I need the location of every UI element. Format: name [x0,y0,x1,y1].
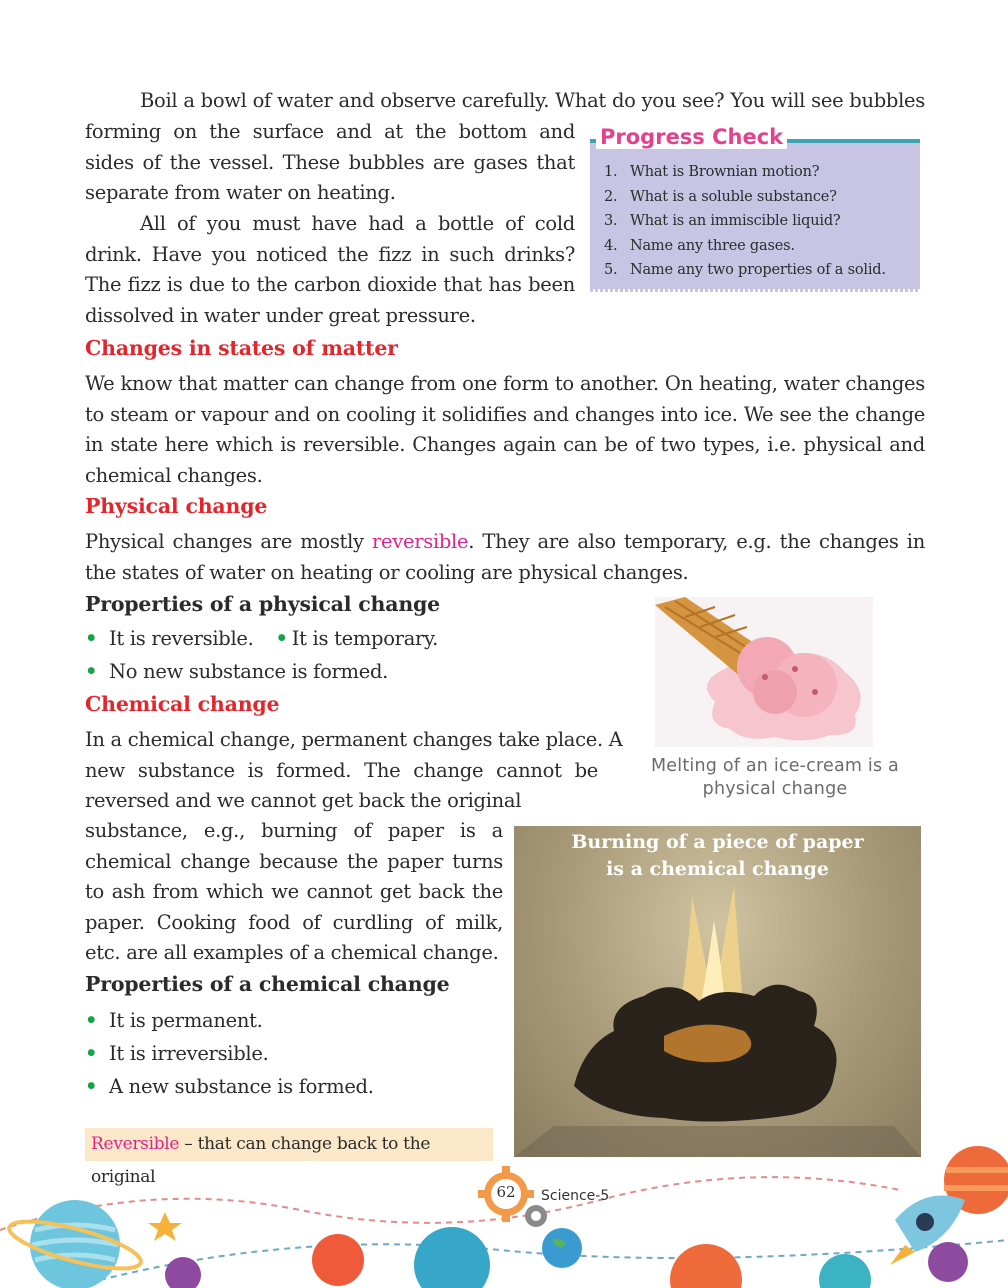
star-icon [148,1212,182,1241]
chemical-change-heading: Chemical change [85,692,280,716]
list-item: • A new substance is formed. [85,1075,374,1098]
cold-drink-paragraph: All of you must have had a bottle of cold drink. Have you noticed the fizz in such drinks? The fizz is due to the carbon dioxide that has been dissolved in water under great pressure. [85,212,575,327]
changes-paragraph: We know that matter can change from one form to another. On heating, water changes to steam or vapour and on cooling it solidifies and changes into ice. We see the change in state here which is reversible. Changes again can be of two types, i.e. physical and chemical changes. [85,372,925,487]
orange-planet-icon [670,1244,742,1288]
progress-check-title: Progress Check [596,125,787,149]
progress-check-list [604,160,886,283]
physical-change-paragraph: Physical changes are mostly reversible. They are also temporary, e.g. the changes in the states of water on heating or cooling are physical changes. [85,530,925,584]
ice-cream-image [655,597,873,747]
page-number: 62 [496,1183,516,1201]
chemical-line-2: new substance is formed. The change cannot be [85,759,598,782]
intro-line-1 [85,86,925,117]
glossary-definition: – that can change back to the original [91,1134,431,1187]
list-item: • It is permanent. [85,1009,263,1032]
chemical-properties-list [85,1004,485,1103]
purple-moon-icon [928,1242,968,1282]
burning-paper-caption: Burning of a piece of paper is a chemical change [571,831,864,880]
physical-properties-list [85,622,605,688]
physical-change-heading: Physical change [85,494,268,518]
changes-heading: Changes in states of matter [85,336,398,360]
book-title: Science-5 [541,1188,610,1204]
progress-check-item: 1. What is Brownian motion? [604,164,820,180]
intro-line-1-text: Boil a bowl of water and observe carefully. What do you see? You will see bubbles [140,89,925,112]
progress-check-box [590,127,920,290]
chemical-line-1: In a chemical change, permanent changes take place. A [85,728,623,751]
progress-check-item: 4. Name any three gases. [604,237,795,254]
list-item: • It is reversible. • It is temporary. [85,627,439,650]
chemical-paragraph-rest: substance, e.g., burning of paper is a chemical change because the paper turns to ash from which we cannot get back the paper. Cooking food of curdling of milk, etc. are all examples of a chemical change. [85,819,503,964]
red-planet-icon [312,1234,364,1286]
progress-check-item: 2. What is a soluble substance? [604,188,837,205]
list-item: • It is irreversible. [85,1042,269,1065]
chemical-line-3: reversed and we cannot get back the original [85,789,522,812]
reversible-highlight: reversible [371,530,469,553]
earth-icon [542,1228,582,1268]
progress-check-item: 5. Name any two properties of a solid. [604,262,886,278]
purple-planet-icon [165,1257,201,1288]
glossary-term: Reversible [91,1134,180,1154]
physical-properties-heading: Properties of a physical change [85,592,441,616]
blue-planet-icon [414,1227,490,1288]
chemical-properties-heading: Properties of a chemical change [85,972,450,996]
ice-cream-caption: Melting of an ice-cream is a physical change [651,756,899,799]
list-item: • No new substance is formed. [85,660,389,683]
intro-paragraph-rest: forming on the surface and at the bottom and sides of the vessel. These bubbles are gases that separate from water on heating. [85,120,575,204]
burning-paper-image [514,826,921,1157]
teal-planet-icon [819,1254,871,1288]
progress-check-item: 3. What is an immiscible liquid? [604,213,841,229]
